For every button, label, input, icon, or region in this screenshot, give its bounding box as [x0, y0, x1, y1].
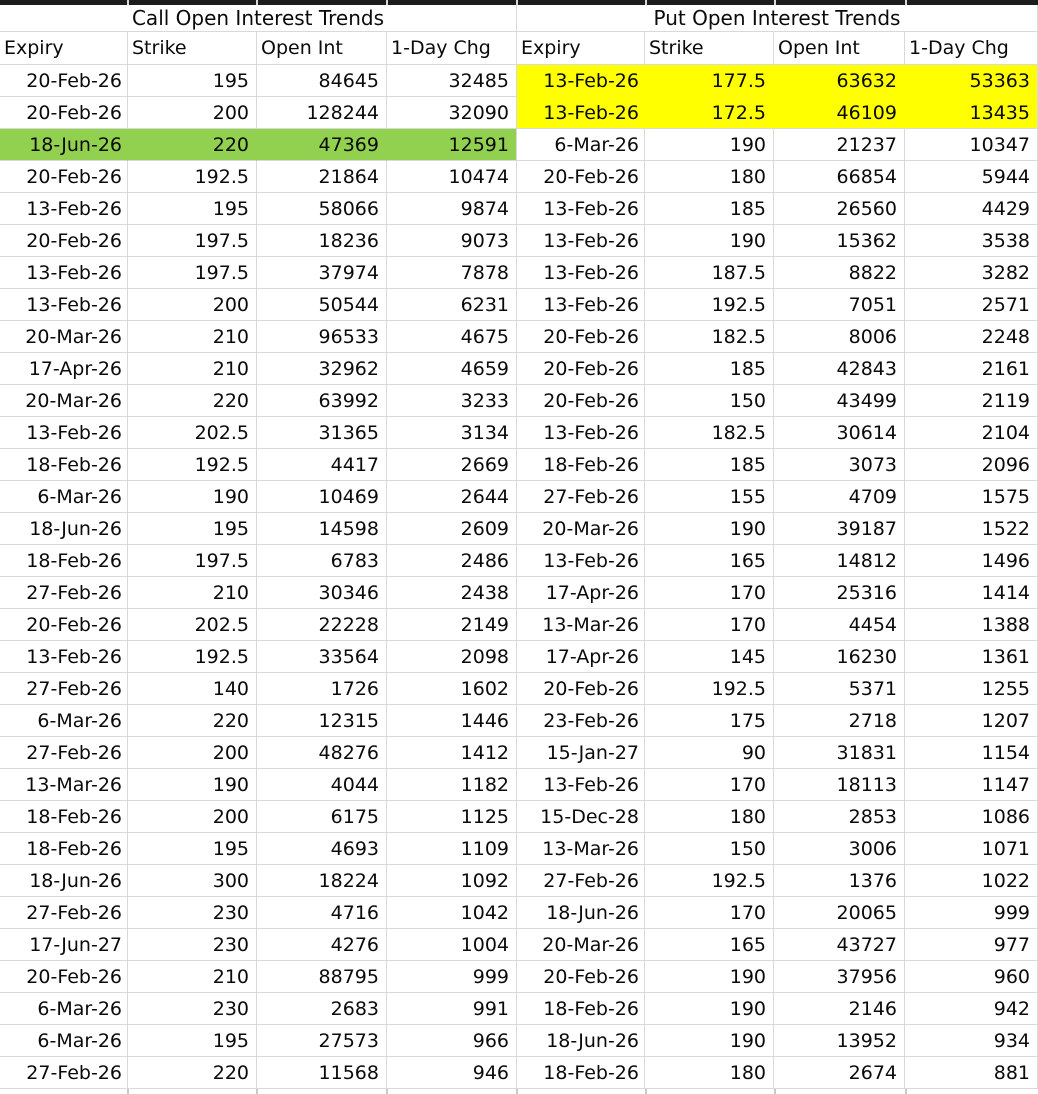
- cell-strike[interactable]: 177.5: [645, 65, 774, 97]
- cell-strike[interactable]: 180: [645, 801, 774, 833]
- cell-expiry[interactable]: 20-Feb-26: [0, 161, 128, 193]
- cutoff-row-top: [0, 0, 1038, 5]
- cell-one_day_chg[interactable]: 1446: [387, 705, 517, 737]
- cell-expiry[interactable]: 13-Feb-26: [517, 289, 645, 321]
- cell-strike[interactable]: 220: [128, 1057, 257, 1089]
- cell-open_int[interactable]: 128244: [257, 97, 387, 129]
- gridline-tick: [645, 1089, 647, 1094]
- cell-one_day_chg[interactable]: 966: [387, 1025, 517, 1057]
- cell-strike[interactable]: 182.5: [645, 321, 774, 353]
- cell-open_int[interactable]: 96533: [257, 321, 387, 353]
- cell-strike[interactable]: 210: [128, 961, 257, 993]
- cell-strike[interactable]: 202.5: [128, 417, 257, 449]
- cell-one_day_chg[interactable]: 1022: [905, 865, 1038, 897]
- cell-open_int[interactable]: 15362: [774, 225, 905, 257]
- cell-strike[interactable]: 230: [128, 897, 257, 929]
- cell-strike[interactable]: 140: [128, 673, 257, 705]
- cell-one_day_chg[interactable]: 942: [905, 993, 1038, 1025]
- put-table-title[interactable]: Put Open Interest Trends: [517, 5, 1038, 32]
- cell-open_int[interactable]: 42843: [774, 353, 905, 385]
- cell-one_day_chg[interactable]: 1575: [905, 481, 1038, 513]
- cell-strike[interactable]: 195: [128, 193, 257, 225]
- cell-open_int[interactable]: 7051: [774, 289, 905, 321]
- cell-strike[interactable]: 155: [645, 481, 774, 513]
- cell-strike[interactable]: 230: [128, 993, 257, 1025]
- cell-open_int[interactable]: 18113: [774, 769, 905, 801]
- cell-expiry[interactable]: 20-Feb-26: [517, 353, 645, 385]
- cell-expiry[interactable]: 20-Feb-26: [0, 97, 128, 129]
- cell-open_int[interactable]: 48276: [257, 737, 387, 769]
- cell-expiry[interactable]: 20-Feb-26: [517, 161, 645, 193]
- cell-expiry[interactable]: 6-Mar-26: [517, 129, 645, 161]
- cell-expiry[interactable]: 13-Feb-26: [517, 257, 645, 289]
- cell-open_int[interactable]: 2853: [774, 801, 905, 833]
- cell-open_int[interactable]: 58066: [257, 193, 387, 225]
- cell-expiry[interactable]: 20-Feb-26: [0, 961, 128, 993]
- call-open-interest-table: [0, 5, 517, 1089]
- cell-strike[interactable]: 195: [128, 833, 257, 865]
- cell-open_int[interactable]: 21864: [257, 161, 387, 193]
- cell-one_day_chg[interactable]: 2609: [387, 513, 517, 545]
- cell-open_int[interactable]: 88795: [257, 961, 387, 993]
- cell-expiry[interactable]: 13-Feb-26: [0, 641, 128, 673]
- cell-strike[interactable]: 200: [128, 801, 257, 833]
- cell-expiry[interactable]: 13-Feb-26: [517, 769, 645, 801]
- cell-strike[interactable]: 192.5: [645, 289, 774, 321]
- cell-strike[interactable]: 150: [645, 385, 774, 417]
- cell-one_day_chg[interactable]: 881: [905, 1057, 1038, 1089]
- cell-expiry[interactable]: 20-Feb-26: [517, 961, 645, 993]
- cell-open_int[interactable]: 46109: [774, 97, 905, 129]
- gridline-tick: [905, 0, 907, 5]
- cell-one_day_chg[interactable]: 1147: [905, 769, 1038, 801]
- cell-expiry[interactable]: 15-Dec-28: [517, 801, 645, 833]
- cell-strike[interactable]: 192.5: [128, 449, 257, 481]
- cell-open_int[interactable]: 22228: [257, 609, 387, 641]
- column-header-expiry[interactable]: Expiry: [517, 32, 645, 65]
- cutoff-row-bottom: [0, 1089, 1038, 1094]
- cell-strike[interactable]: 197.5: [128, 257, 257, 289]
- cell-one_day_chg[interactable]: 2149: [387, 609, 517, 641]
- cell-expiry[interactable]: 20-Mar-26: [517, 513, 645, 545]
- cell-open_int[interactable]: 37974: [257, 257, 387, 289]
- cell-expiry[interactable]: 27-Feb-26: [517, 481, 645, 513]
- cell-open_int[interactable]: 84645: [257, 65, 387, 97]
- cell-one_day_chg[interactable]: 1125: [387, 801, 517, 833]
- cell-expiry[interactable]: 13-Feb-26: [517, 65, 645, 97]
- cell-strike[interactable]: 210: [128, 321, 257, 353]
- cell-strike[interactable]: 170: [645, 609, 774, 641]
- cell-strike[interactable]: 200: [128, 289, 257, 321]
- cell-open_int[interactable]: 8822: [774, 257, 905, 289]
- call-table-title[interactable]: Call Open Interest Trends: [0, 5, 517, 32]
- cell-open_int[interactable]: 33564: [257, 641, 387, 673]
- cell-expiry[interactable]: 18-Jun-26: [517, 897, 645, 929]
- cell-strike[interactable]: 210: [128, 353, 257, 385]
- cell-one_day_chg[interactable]: 2104: [905, 417, 1038, 449]
- cell-one_day_chg[interactable]: 4429: [905, 193, 1038, 225]
- cell-expiry[interactable]: 13-Feb-26: [0, 289, 128, 321]
- cell-strike[interactable]: 192.5: [645, 865, 774, 897]
- cell-strike[interactable]: 197.5: [128, 545, 257, 577]
- cell-open_int[interactable]: 27573: [257, 1025, 387, 1057]
- cell-expiry[interactable]: 18-Feb-26: [517, 1057, 645, 1089]
- cell-strike[interactable]: 200: [128, 97, 257, 129]
- cell-one_day_chg[interactable]: 1109: [387, 833, 517, 865]
- cell-strike[interactable]: 220: [128, 385, 257, 417]
- cell-strike[interactable]: 170: [645, 577, 774, 609]
- cell-strike[interactable]: 190: [645, 225, 774, 257]
- cell-open_int[interactable]: 3006: [774, 833, 905, 865]
- cell-open_int[interactable]: 4276: [257, 929, 387, 961]
- cell-one_day_chg[interactable]: 32485: [387, 65, 517, 97]
- cell-one_day_chg[interactable]: 9073: [387, 225, 517, 257]
- cell-one_day_chg[interactable]: 7878: [387, 257, 517, 289]
- cell-expiry[interactable]: 18-Feb-26: [0, 545, 128, 577]
- cell-one_day_chg[interactable]: 1412: [387, 737, 517, 769]
- cell-one_day_chg[interactable]: 3233: [387, 385, 517, 417]
- cell-one_day_chg[interactable]: 2098: [387, 641, 517, 673]
- cell-expiry[interactable]: 20-Feb-26: [517, 385, 645, 417]
- cell-expiry[interactable]: 13-Feb-26: [517, 417, 645, 449]
- cell-strike[interactable]: 192.5: [128, 641, 257, 673]
- cell-strike[interactable]: 190: [645, 129, 774, 161]
- cell-expiry[interactable]: 20-Feb-26: [0, 65, 128, 97]
- cell-one_day_chg[interactable]: 12591: [387, 129, 517, 161]
- cell-one_day_chg[interactable]: 960: [905, 961, 1038, 993]
- put-open-interest-table: [517, 5, 1038, 1089]
- cell-expiry[interactable]: 6-Mar-26: [0, 705, 128, 737]
- cell-open_int[interactable]: 26560: [774, 193, 905, 225]
- cell-strike[interactable]: 210: [128, 577, 257, 609]
- cell-one_day_chg[interactable]: 9874: [387, 193, 517, 225]
- cell-one_day_chg[interactable]: 2571: [905, 289, 1038, 321]
- cell-expiry[interactable]: 20-Mar-26: [517, 929, 645, 961]
- cell-expiry[interactable]: 23-Feb-26: [517, 705, 645, 737]
- cell-open_int[interactable]: 66854: [774, 161, 905, 193]
- cell-one_day_chg[interactable]: 1182: [387, 769, 517, 801]
- cell-strike[interactable]: 197.5: [128, 225, 257, 257]
- cell-open_int[interactable]: 14598: [257, 513, 387, 545]
- cell-strike[interactable]: 170: [645, 769, 774, 801]
- cell-expiry[interactable]: 13-Feb-26: [0, 417, 128, 449]
- cell-expiry[interactable]: 27-Feb-26: [517, 865, 645, 897]
- cell-expiry[interactable]: 6-Mar-26: [0, 481, 128, 513]
- gridline-tick: [516, 1089, 518, 1094]
- cell-one_day_chg[interactable]: 32090: [387, 97, 517, 129]
- cell-expiry[interactable]: 20-Mar-26: [0, 321, 128, 353]
- gridline-tick: [516, 0, 518, 5]
- cell-one_day_chg[interactable]: 991: [387, 993, 517, 1025]
- cell-open_int[interactable]: 8006: [774, 321, 905, 353]
- cell-open_int[interactable]: 4693: [257, 833, 387, 865]
- cell-expiry[interactable]: 13-Mar-26: [517, 833, 645, 865]
- cell-strike[interactable]: 165: [645, 545, 774, 577]
- cell-strike[interactable]: 190: [645, 513, 774, 545]
- cell-one_day_chg[interactable]: 3538: [905, 225, 1038, 257]
- cell-expiry[interactable]: 18-Feb-26: [0, 833, 128, 865]
- cell-one_day_chg[interactable]: 1092: [387, 865, 517, 897]
- cell-open_int[interactable]: 30614: [774, 417, 905, 449]
- cell-expiry[interactable]: 18-Jun-26: [0, 129, 128, 161]
- cell-open_int[interactable]: 1376: [774, 865, 905, 897]
- cell-open_int[interactable]: 1726: [257, 673, 387, 705]
- cell-open_int[interactable]: 16230: [774, 641, 905, 673]
- cell-strike[interactable]: 220: [128, 129, 257, 161]
- cell-one_day_chg[interactable]: 934: [905, 1025, 1038, 1057]
- gridline-tick: [386, 0, 388, 5]
- cell-strike[interactable]: 172.5: [645, 97, 774, 129]
- column-header-expiry[interactable]: Expiry: [0, 32, 128, 65]
- gridline-tick: [774, 0, 776, 5]
- cell-one_day_chg[interactable]: 2438: [387, 577, 517, 609]
- cell-expiry[interactable]: 13-Feb-26: [517, 225, 645, 257]
- cell-open_int[interactable]: 31365: [257, 417, 387, 449]
- cell-open_int[interactable]: 37956: [774, 961, 905, 993]
- cell-open_int[interactable]: 12315: [257, 705, 387, 737]
- cell-one_day_chg[interactable]: 3134: [387, 417, 517, 449]
- column-header-strike[interactable]: Strike: [645, 32, 774, 65]
- cell-expiry[interactable]: 20-Feb-26: [0, 225, 128, 257]
- cell-expiry[interactable]: 27-Feb-26: [0, 673, 128, 705]
- gridline-tick: [127, 0, 129, 5]
- cell-open_int[interactable]: 43727: [774, 929, 905, 961]
- cell-strike[interactable]: 182.5: [645, 417, 774, 449]
- cell-expiry[interactable]: 13-Feb-26: [0, 257, 128, 289]
- cell-one_day_chg[interactable]: 6231: [387, 289, 517, 321]
- cell-expiry[interactable]: 6-Mar-26: [0, 1025, 128, 1057]
- cell-expiry[interactable]: 15-Jan-27: [517, 737, 645, 769]
- cell-open_int[interactable]: 20065: [774, 897, 905, 929]
- cell-strike[interactable]: 185: [645, 449, 774, 481]
- gridline-tick: [774, 1089, 776, 1094]
- cell-expiry[interactable]: 20-Feb-26: [517, 673, 645, 705]
- cell-one_day_chg[interactable]: 2119: [905, 385, 1038, 417]
- cell-expiry[interactable]: 13-Feb-26: [0, 193, 128, 225]
- cell-one_day_chg[interactable]: 10347: [905, 129, 1038, 161]
- cell-strike[interactable]: 165: [645, 929, 774, 961]
- cell-expiry[interactable]: 17-Apr-26: [517, 577, 645, 609]
- gridline-tick: [127, 1089, 129, 1094]
- cell-strike[interactable]: 195: [128, 513, 257, 545]
- cell-one_day_chg[interactable]: 1207: [905, 705, 1038, 737]
- cell-one_day_chg[interactable]: 1388: [905, 609, 1038, 641]
- cell-expiry[interactable]: 27-Feb-26: [0, 1057, 128, 1089]
- cell-one_day_chg[interactable]: 5944: [905, 161, 1038, 193]
- cell-expiry[interactable]: 18-Jun-26: [0, 513, 128, 545]
- gridline-tick: [905, 1089, 907, 1094]
- cell-open_int[interactable]: 11568: [257, 1057, 387, 1089]
- cell-open_int[interactable]: 2718: [774, 705, 905, 737]
- cell-one_day_chg[interactable]: 10474: [387, 161, 517, 193]
- cell-one_day_chg[interactable]: 946: [387, 1057, 517, 1089]
- gridline-tick: [386, 1089, 388, 1094]
- cell-strike[interactable]: 202.5: [128, 609, 257, 641]
- cell-strike[interactable]: 180: [645, 161, 774, 193]
- cell-strike[interactable]: 187.5: [645, 257, 774, 289]
- cell-strike[interactable]: 192.5: [128, 161, 257, 193]
- cell-one_day_chg[interactable]: 2486: [387, 545, 517, 577]
- cell-strike[interactable]: 190: [645, 961, 774, 993]
- cell-expiry[interactable]: 18-Feb-26: [0, 801, 128, 833]
- column-header-strike[interactable]: Strike: [128, 32, 257, 65]
- cell-one_day_chg[interactable]: 53363: [905, 65, 1038, 97]
- cell-expiry[interactable]: 13-Feb-26: [517, 545, 645, 577]
- cell-one_day_chg[interactable]: 999: [905, 897, 1038, 929]
- cell-strike[interactable]: 220: [128, 705, 257, 737]
- cell-one_day_chg[interactable]: 977: [905, 929, 1038, 961]
- cell-expiry[interactable]: 27-Feb-26: [0, 897, 128, 929]
- cell-open_int[interactable]: 10469: [257, 481, 387, 513]
- cell-one_day_chg[interactable]: 1522: [905, 513, 1038, 545]
- cell-expiry[interactable]: 18-Feb-26: [517, 449, 645, 481]
- cell-open_int[interactable]: 18224: [257, 865, 387, 897]
- cell-strike[interactable]: 195: [128, 1025, 257, 1057]
- cell-expiry[interactable]: 18-Feb-26: [0, 449, 128, 481]
- cell-strike[interactable]: 175: [645, 705, 774, 737]
- cell-strike[interactable]: 230: [128, 929, 257, 961]
- cell-expiry[interactable]: 20-Feb-26: [517, 321, 645, 353]
- cell-one_day_chg[interactable]: 2669: [387, 449, 517, 481]
- cell-strike[interactable]: 185: [645, 353, 774, 385]
- cell-one_day_chg[interactable]: 1154: [905, 737, 1038, 769]
- cell-strike[interactable]: 180: [645, 1057, 774, 1089]
- cell-expiry[interactable]: 13-Feb-26: [517, 193, 645, 225]
- cell-expiry[interactable]: 13-Feb-26: [517, 97, 645, 129]
- gridline-tick: [256, 1089, 258, 1094]
- cell-expiry[interactable]: 27-Feb-26: [0, 737, 128, 769]
- cell-strike[interactable]: 150: [645, 833, 774, 865]
- cell-strike[interactable]: 190: [645, 1025, 774, 1057]
- cell-expiry[interactable]: 17-Apr-26: [517, 641, 645, 673]
- cell-one_day_chg[interactable]: 1602: [387, 673, 517, 705]
- cell-expiry[interactable]: 20-Feb-26: [0, 609, 128, 641]
- cell-expiry[interactable]: 18-Feb-26: [517, 993, 645, 1025]
- cell-open_int[interactable]: 6175: [257, 801, 387, 833]
- column-header-open_int[interactable]: Open Int: [257, 32, 387, 65]
- cell-open_int[interactable]: 43499: [774, 385, 905, 417]
- cell-one_day_chg[interactable]: 2248: [905, 321, 1038, 353]
- cell-open_int[interactable]: 2683: [257, 993, 387, 1025]
- cell-open_int[interactable]: 3073: [774, 449, 905, 481]
- cell-strike[interactable]: 300: [128, 865, 257, 897]
- cell-open_int[interactable]: 25316: [774, 577, 905, 609]
- cell-open_int[interactable]: 32962: [257, 353, 387, 385]
- cell-one_day_chg[interactable]: 1004: [387, 929, 517, 961]
- cell-expiry[interactable]: 13-Mar-26: [0, 769, 128, 801]
- cell-expiry[interactable]: 20-Mar-26: [0, 385, 128, 417]
- cell-expiry[interactable]: 17-Apr-26: [0, 353, 128, 385]
- cell-open_int[interactable]: 30346: [257, 577, 387, 609]
- cell-open_int[interactable]: 4716: [257, 897, 387, 929]
- cell-one_day_chg[interactable]: 1071: [905, 833, 1038, 865]
- cell-open_int[interactable]: 4709: [774, 481, 905, 513]
- cell-open_int[interactable]: 63992: [257, 385, 387, 417]
- cell-strike[interactable]: 185: [645, 193, 774, 225]
- cell-one_day_chg[interactable]: 999: [387, 961, 517, 993]
- cell-one_day_chg[interactable]: 2644: [387, 481, 517, 513]
- cell-expiry[interactable]: 27-Feb-26: [0, 577, 128, 609]
- cell-strike[interactable]: 190: [128, 769, 257, 801]
- cell-strike[interactable]: 195: [128, 65, 257, 97]
- column-header-one_day_chg[interactable]: 1-Day Chg: [387, 32, 517, 65]
- cell-one_day_chg[interactable]: 1361: [905, 641, 1038, 673]
- cell-open_int[interactable]: 39187: [774, 513, 905, 545]
- tables-container: [0, 5, 1038, 1089]
- cell-open_int[interactable]: 6783: [257, 545, 387, 577]
- cell-strike[interactable]: 190: [645, 993, 774, 1025]
- cell-one_day_chg[interactable]: 2161: [905, 353, 1038, 385]
- cell-one_day_chg[interactable]: 4659: [387, 353, 517, 385]
- cell-strike[interactable]: 145: [645, 641, 774, 673]
- cell-expiry[interactable]: 6-Mar-26: [0, 993, 128, 1025]
- cell-open_int[interactable]: 18236: [257, 225, 387, 257]
- cell-open_int[interactable]: 5371: [774, 673, 905, 705]
- cell-one_day_chg[interactable]: 3282: [905, 257, 1038, 289]
- cell-one_day_chg[interactable]: 4675: [387, 321, 517, 353]
- cell-expiry[interactable]: 18-Jun-26: [0, 865, 128, 897]
- cell-open_int[interactable]: 4454: [774, 609, 905, 641]
- cell-strike[interactable]: 192.5: [645, 673, 774, 705]
- cell-open_int[interactable]: 63632: [774, 65, 905, 97]
- cell-one_day_chg[interactable]: 1414: [905, 577, 1038, 609]
- gridline-tick: [645, 0, 647, 5]
- cell-one_day_chg[interactable]: 2096: [905, 449, 1038, 481]
- gridline-tick: [256, 0, 258, 5]
- cell-open_int[interactable]: 47369: [257, 129, 387, 161]
- cell-strike[interactable]: 190: [128, 481, 257, 513]
- cell-one_day_chg[interactable]: 13435: [905, 97, 1038, 129]
- cell-strike[interactable]: 170: [645, 897, 774, 929]
- column-header-open_int[interactable]: Open Int: [774, 32, 905, 65]
- cell-open_int[interactable]: 31831: [774, 737, 905, 769]
- cell-open_int[interactable]: 21237: [774, 129, 905, 161]
- cell-open_int[interactable]: 2674: [774, 1057, 905, 1089]
- cell-open_int[interactable]: 4417: [257, 449, 387, 481]
- cell-open_int[interactable]: 50544: [257, 289, 387, 321]
- cell-one_day_chg[interactable]: 1086: [905, 801, 1038, 833]
- cell-one_day_chg[interactable]: 1255: [905, 673, 1038, 705]
- cell-expiry[interactable]: 18-Jun-26: [517, 1025, 645, 1057]
- cell-strike[interactable]: 200: [128, 737, 257, 769]
- cell-expiry[interactable]: 17-Jun-27: [0, 929, 128, 961]
- cell-strike[interactable]: 90: [645, 737, 774, 769]
- cell-open_int[interactable]: 14812: [774, 545, 905, 577]
- column-header-one_day_chg[interactable]: 1-Day Chg: [905, 32, 1038, 65]
- cell-one_day_chg[interactable]: 1042: [387, 897, 517, 929]
- cell-one_day_chg[interactable]: 1496: [905, 545, 1038, 577]
- cell-open_int[interactable]: 4044: [257, 769, 387, 801]
- cell-open_int[interactable]: 2146: [774, 993, 905, 1025]
- cell-expiry[interactable]: 13-Mar-26: [517, 609, 645, 641]
- cell-open_int[interactable]: 13952: [774, 1025, 905, 1057]
